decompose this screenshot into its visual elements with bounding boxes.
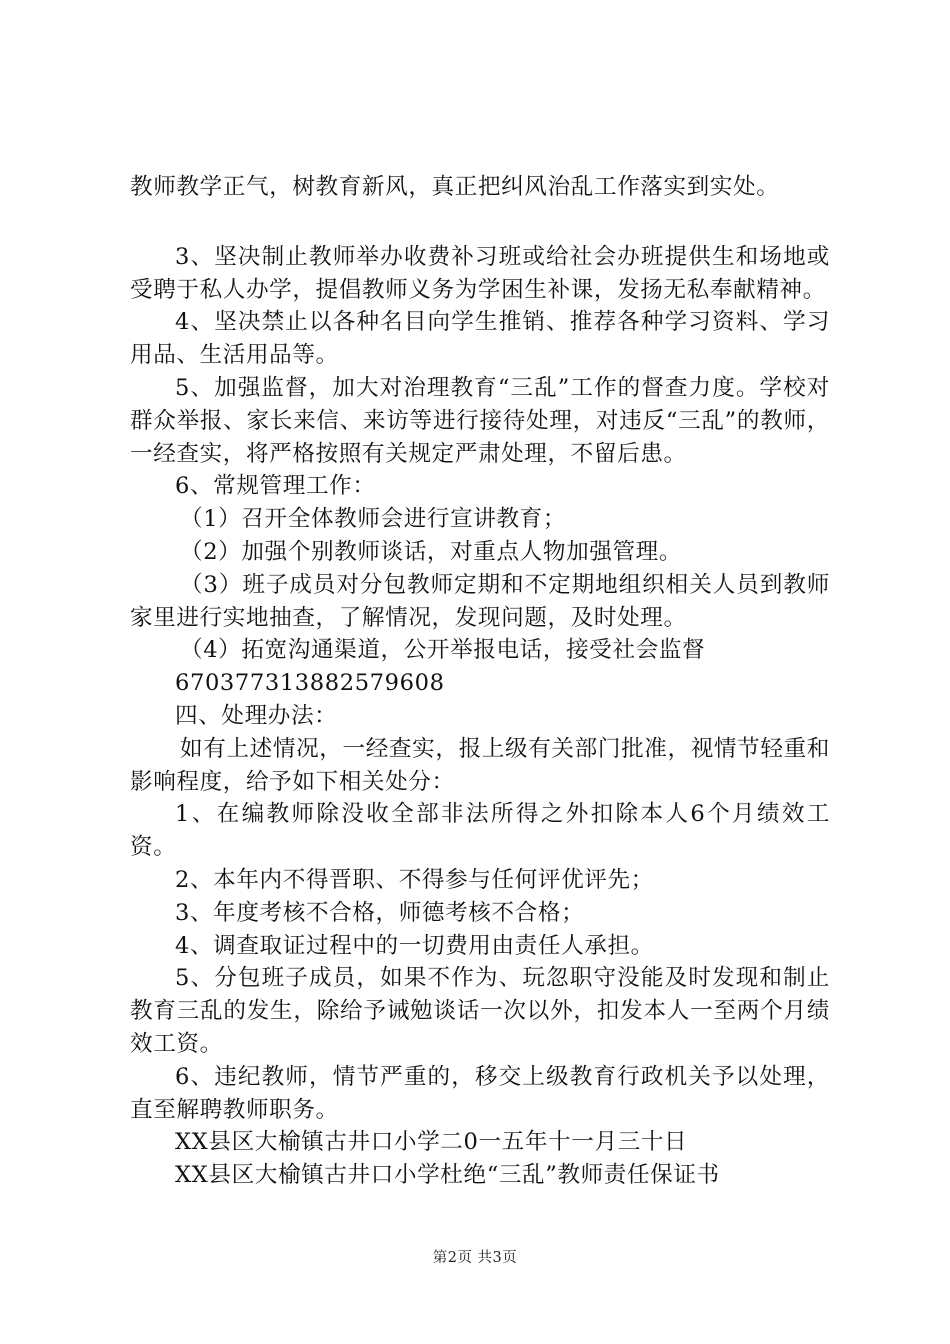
paragraph-subitem-1: （1）召开全体教师会进行宣讲教育； <box>180 506 567 533</box>
paragraph-penalty-2: 2、本年内不得晋职、不得参与任何评优评先； <box>175 866 654 893</box>
paragraph-item-3: 3、坚决制止教师举办收费补习班或给社会办班提供生和场地或受聘于私人办学，提倡教师义务为学困生补课，发扬无私奉献精神。 <box>130 243 830 303</box>
paragraph-gap <box>130 204 830 241</box>
paragraph-subitem-3: （3）班子成员对分包教师定期和不定期地组织相关人员到教师家里进行实地抽查，了解情况，发现问题，及时处理。 <box>130 571 830 631</box>
paragraph-item-4: 4、坚决禁止以各种名目向学生推销、推荐各种学习资料、学习用品、生活用品等。 <box>130 309 830 369</box>
paragraph-penalty-3: 3、年度考核不合格，师德考核不合格； <box>175 899 585 926</box>
paragraph-item-5: 5、加强监督，加大对治理教育“三乱”工作的督查力度。学校对群众举报、家长来信、来访等进行接待处理，对违反“三乱”的教师，一经查实，将严格按照有关规定严肃处理，不留后患。 <box>130 374 830 467</box>
document-title-line: XX县区大榆镇古井口小学杜绝“三乱”教师责任保证书 <box>175 1162 720 1189</box>
paragraph-subitem-4: （4）拓宽沟通渠道，公开举报电话，接受社会监督 <box>180 637 706 664</box>
signature-date-line: XX县区大榆镇古井口小学二0一五年十一月三十日 <box>175 1129 688 1156</box>
paragraph-penalty-6: 6、违纪教师，情节严重的，移交上级教育行政机关予以处理，直至解聘教师职务。 <box>130 1063 830 1123</box>
paragraph-handling-intro: 如有上述情况，一经查实，报上级有关部门批准，视情节轻重和影响程度，给予如下相关处分： <box>130 735 830 795</box>
paragraph-subitem-2: （2）加强个别教师谈话，对重点人物加强管理。 <box>180 538 683 565</box>
paragraph-number-code: 670377313882579608 <box>175 670 445 697</box>
paragraph-intro-continuation: 教师教学正气，树教育新风，真正把纠风治乱工作落实到实处。 <box>130 174 780 200</box>
page-number-footer: 第2页 共3页 <box>432 1250 518 1266</box>
paragraph-penalty-5: 5、分包班子成员，如果不作为、玩忽职守没能及时发现和制止教育三乱的发生，除给予诫勉谈话一次以外，扣发本人一至两个月绩效工资。 <box>130 965 830 1057</box>
document-body <box>130 171 830 1192</box>
paragraph-penalty-4: 4、调查取证过程中的一切费用由责任人承担。 <box>175 932 654 959</box>
paragraph-item-6: 6、常规管理工作： <box>175 473 376 500</box>
section-heading-handling: 四、处理办法： <box>175 702 338 729</box>
paragraph-penalty-1: 1、在编教师除没收全部非法所得之外扣除本人6个月绩效工资。 <box>130 801 830 861</box>
